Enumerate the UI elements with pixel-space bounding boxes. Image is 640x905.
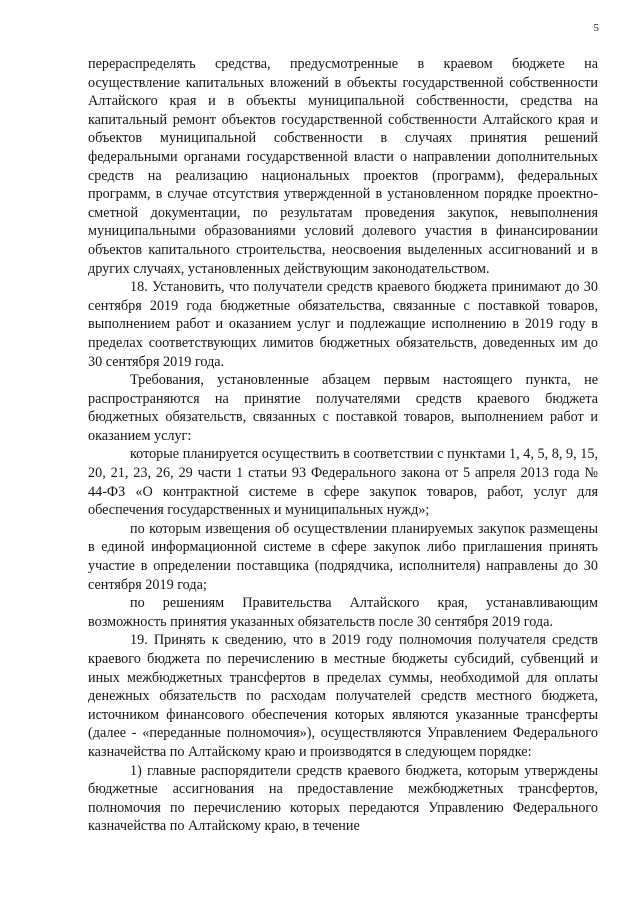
paragraph-item-18: 18. Установить, что получатели средств краевого бюджета принимают до 30 сентября 2019 года бюджетные обязательства, связанные с поставкой товаров, выполнением работ и оказанием услуг и подлежащие исполнению в 2019 году в пределах соответствующих лимитов бюджетных обязательств, доведенных им до 30 сентября 2019 года. bbox=[88, 279, 598, 370]
paragraph-exception-3: по решениям Правительства Алтайского края, устанавливающим возможность принятия указанных обязательств после 30 сентября 2019 года. bbox=[88, 595, 598, 630]
paragraph-exception-2: по которым извещения об осуществлении планируемых закупок размещены в единой информационной системе в сфере закупок либо приглашения принять участие в определении поставщика (подрядчика, исполнителя) направлены до 30 сентября 2019 года; bbox=[88, 520, 598, 593]
paragraph-requirements: Требования, установленные абзацем первым настоящего пункта, не распространяются на принятие получателями средств краевого бюджета бюджетных обязательств, связанных с поставкой товаров, выполнением работ и оказанием услуг: bbox=[88, 372, 598, 444]
paragraph-subitem-1: 1) главные распорядители средств краевого бюджета, которым утверждены бюджетные ассигнования на предоставление межбюджетных трансфертов, полномочия по перечислению которых передаются Управлению Федерального казначейства по Алтайскому краю, в течение bbox=[88, 762, 598, 835]
document-body bbox=[88, 55, 598, 836]
paragraph-exception-1: которые планируется осуществить в соответствии с пунктами 1, 4, 5, 8, 9, 15, 20, 21, 23, 26, 29 части 1 статьи 93 Федерального закона от 5 апреля 2013 года № 44-ФЗ «О контрактной системе в сфере закупок товаров, работ, услуг для обеспечения государственных и муниципальных нужд»; bbox=[88, 446, 598, 519]
paragraph-item-19: 19. Принять к сведению, что в 2019 году полномочия получателя средств краевого бюджета по перечислению в местные бюджеты субсидий, субвенций и иных межбюджетных трансфертов в пределах суммы, необходимой для оплаты денежных обязательств по расходам получателей средств местного бюджета, источником финансового обеспечения которых являются указанные трансферты (далее - «переданные полномочия»), осуществляются Управлением Федерального казначейства по Алтайскому краю и производятся в следующем порядке: bbox=[88, 632, 598, 760]
paragraph-continuation: перераспределять средства, предусмотренные в краевом бюджете на осуществление капитальных вложений в объекты государственной собственности Алтайского края и в объекты муниципальной собственности, средства на капитальный ремонт объектов государственной собственности Алтайского края и объектов муниципальной собственности в случаях принятия решений федеральными органами государственной власти о направлении дополнительных средств на реализацию национальных проектов (программ), федеральных программ, в случае отсутствия утвержденной в установленном порядке проектно-сметной документации, по результатам проведения закупок, невыполнения муниципальными образованиями условий долевого участия в финансировании объектов капитального строительства, неосвоения выделенных ассигнований и в других случаях, установленных действующим законодательством. bbox=[88, 56, 598, 277]
page-number: 5 bbox=[593, 22, 599, 34]
